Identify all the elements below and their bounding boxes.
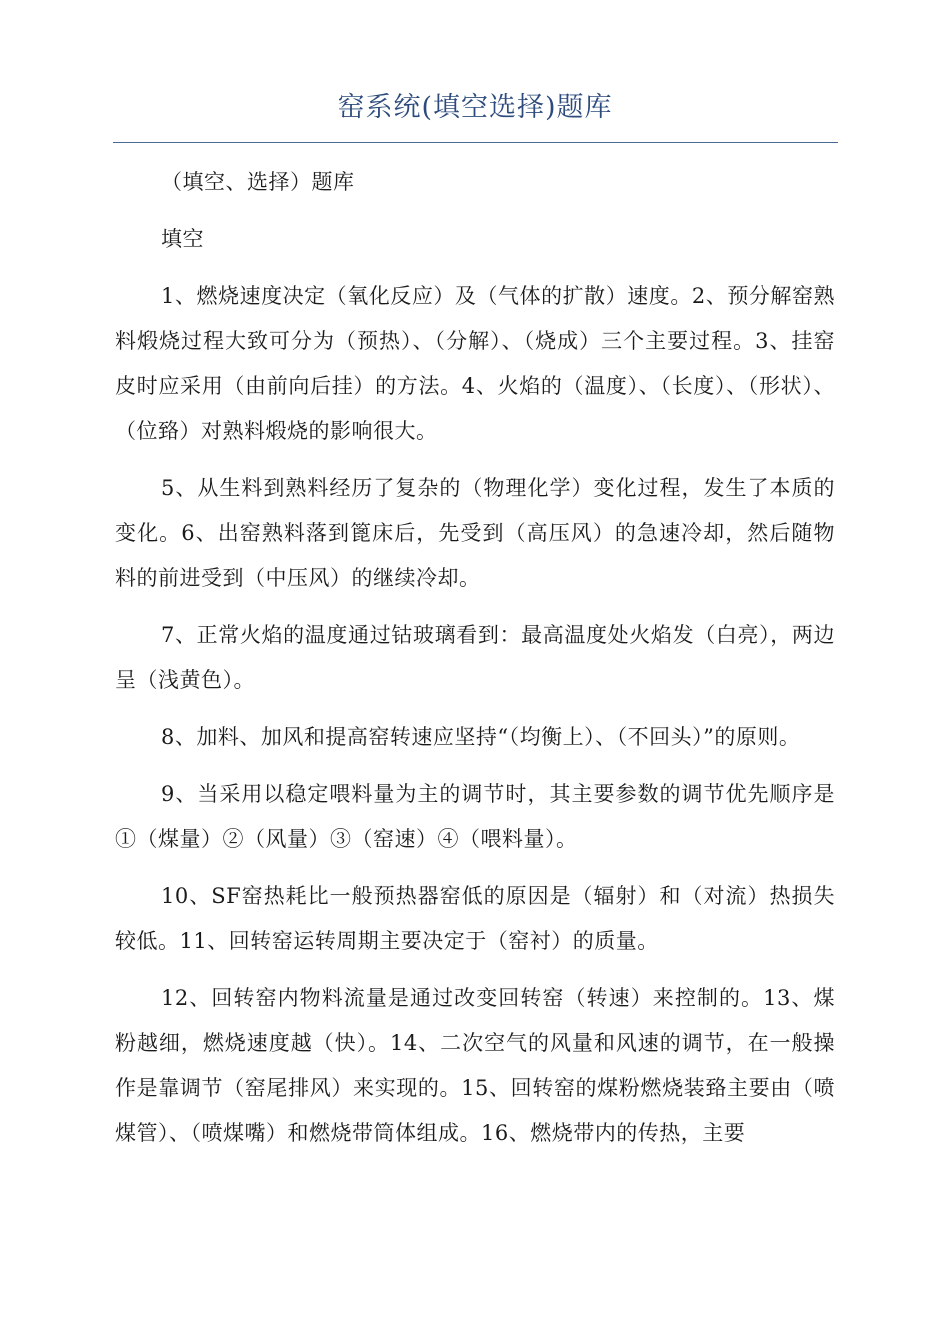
question-paragraph-10-11: 10、SF窑热耗比一般预热器窑低的原因是（辐射）和（对流）热损失较低。11、回转窑运转周期主要决定于（窑衬）的质量。 [115,884,835,953]
document-title: 窑系统(填空选择)题库 [337,92,613,123]
question-paragraph-8: 8、加料、加风和提高窑转速应坚持“（均衡上）、（不回头）”的原则。 [161,725,801,749]
question-paragraph-12-16: 12、回转窑内物料流量是通过改变回转窑（转速）来控制的。13、煤粉越细，燃烧速度越（快）。14、二次空气的风量和风速的调节，在一般操作是靠调节（窑尾排风）来实现的。15、回转窑的煤粉燃烧装臵主要由（喷煤管）、（喷煤嘴）和燃烧带筒体组成。16、燃烧带内的传热，主要 [115,986,835,1145]
question-paragraph-9: 9、当采用以稳定喂料量为主的调节时，其主要参数的调节优先顺序是①（煤量）②（风量）③（窑速）④（喂料量）。 [115,782,835,851]
question-paragraph-1-4: 1、燃烧速度决定（氧化反应）及（气体的扩散）速度。2、预分解窑熟料煅烧过程大致可分为（预热）、（分解）、（烧成）三个主要过程。3、挂窑皮时应采用（由前向后挂）的方法。4、火焰的（温度）、（长度）、（形状）、（位臵）对熟料煅烧的影响很大。 [115,284,835,443]
question-paragraph-7: 7、正常火焰的温度通过钴玻璃看到：最高温度处火焰发（白亮），两边呈（浅黄色）。 [115,623,835,692]
question-paragraph-5-6: 5、从生料到熟料经历了复杂的（物理化学）变化过程，发生了本质的变化。6、出窑熟料落到篦床后，先受到（高压风）的急速冷却，然后随物料的前进受到（中压风）的继续冷却。 [115,476,835,590]
subtitle-paragraph: （填空、选择）题库 [161,170,355,194]
section-heading-fill-blank: 填空 [161,227,204,251]
document-body [115,160,835,1168]
title-divider [113,142,838,143]
